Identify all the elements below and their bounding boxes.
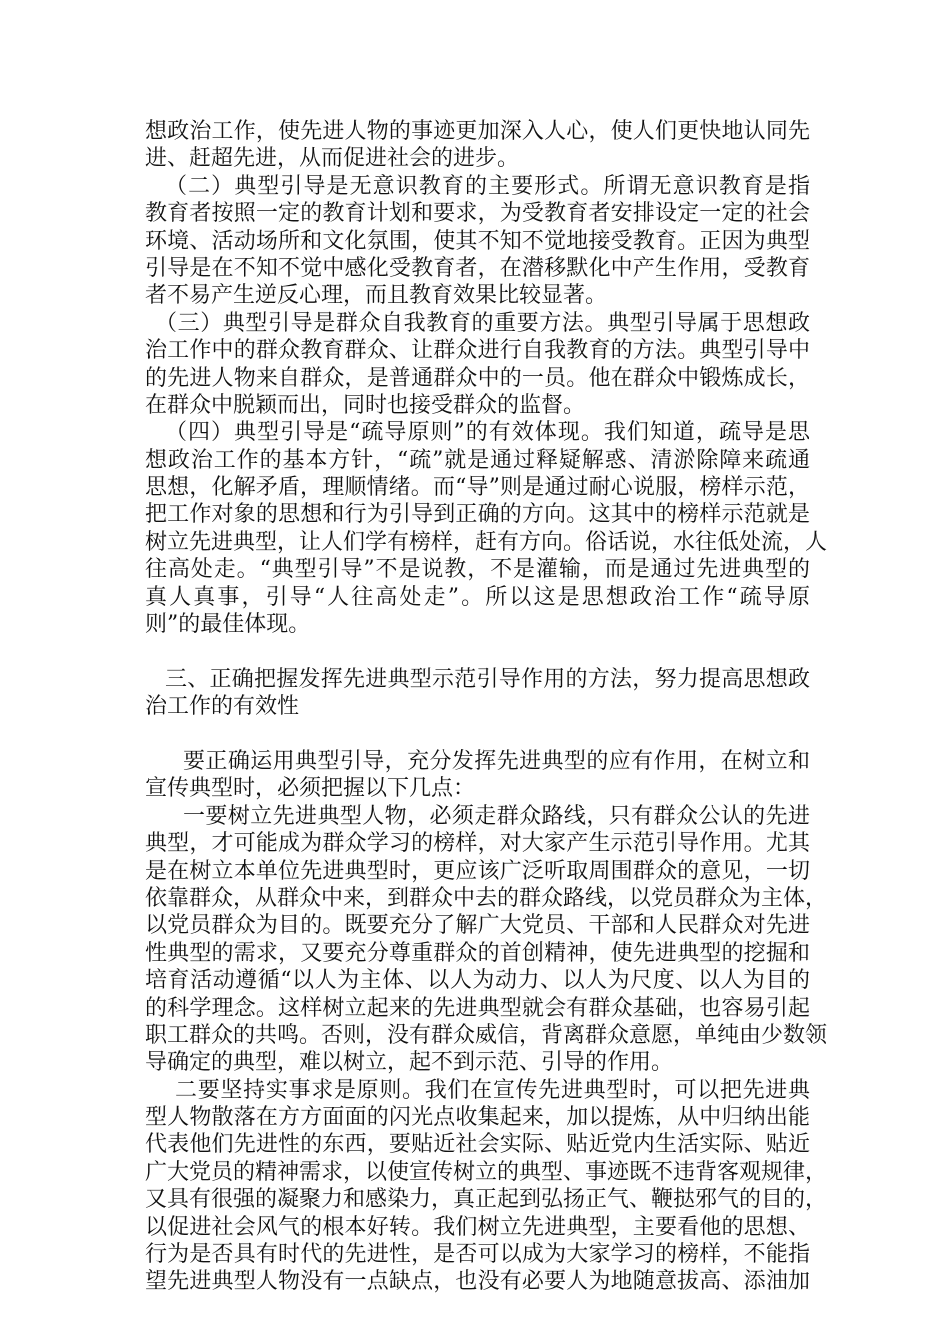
text-line: 思想，化解矛盾，理顺情绪。而“导”则是通过耐心说服，榜样示范，	[145, 475, 810, 501]
text-line: 的科学理念。这样树立起来的先进典型就会有群众基础，也容易引起	[145, 995, 810, 1021]
text-line: 以促进社会风气的根本好转。我们树立先进典型，主要看他的思想、	[145, 1214, 810, 1240]
text-line: 环境、活动场所和文化氛围，使其不知不觉地接受教育。正因为典型	[145, 228, 810, 254]
text-line: 典型，才可能成为群众学习的榜样，对大家产生示范引导作用。尤其	[145, 831, 810, 857]
text-line: 代表他们先进性的东西，要贴近社会实际、贴近党内生活实际、贴近	[145, 1132, 810, 1158]
text-line: 想政治工作的基本方针，“疏”就是通过释疑解惑、清淤除障来疏通	[145, 447, 810, 473]
document-page	[145, 118, 828, 1296]
text-line: 行为是否具有时代的先进性，是否可以成为大家学习的榜样，不能指	[145, 1242, 810, 1268]
text-line: 往高处走。“典型引导”不是说教，不是灌输，而是通过先进典型的	[145, 557, 810, 583]
text-line: 导确定的典型，难以树立，起不到示范、引导的作用。	[145, 1050, 674, 1076]
text-line: 把工作对象的思想和行为引导到正确的方向。这其中的榜样示范就是	[145, 502, 810, 528]
text-line: 职工群众的共鸣。否则，没有群众威信，背离群众意愿，单纯由少数领	[145, 1022, 828, 1048]
text-line: （三）典型引导是群众自我教育的重要方法。典型引导属于思想政	[155, 310, 810, 336]
text-line: 的先进人物来自群众，是普通群众中的一员。他在群众中锻炼成长，	[145, 365, 810, 391]
text-line: 三、正确把握发挥先进典型示范引导作用的方法，努力提高思想政	[165, 666, 810, 692]
text-line: 广大党员的精神需求，以使宣传树立的典型、事迹既不违背客观规律，	[145, 1159, 828, 1185]
text-line: 宣传典型时，必须把握以下几点：	[145, 776, 476, 802]
text-line: 想政治工作，使先进人物的事迹更加深入人心，使人们更快地认同先	[145, 119, 810, 144]
text-line: 在群众中脱颖而出，同时也接受群众的监督。	[145, 392, 586, 418]
text-line: 治工作中的群众教育群众、让群众进行自我教育的方法。典型引导中	[145, 338, 810, 364]
text-line: 望先进典型人物没有一点缺点，也没有必要人为地随意拔高、添油加	[145, 1269, 810, 1295]
paragraph-gap	[145, 638, 810, 665]
paragraph-gap	[145, 721, 810, 748]
text-line: 则”的最佳体现。	[145, 612, 311, 638]
text-line: 依靠群众，从群众中来，到群众中去的群众路线，以党员群众为主体，	[145, 885, 828, 911]
text-line: 者不易产生逆反心理，而且教育效果比较显著。	[145, 283, 608, 309]
text-line: 二要坚持实事求是原则。我们在宣传先进典型时，可以把先进典	[175, 1077, 810, 1103]
text-line: 又具有很强的凝聚力和感染力，真正起到弘扬正气、鞭挞邪气的目的，	[145, 1187, 828, 1213]
text-line: 治工作的有效性	[145, 694, 300, 720]
text-line: 教育者按照一定的教育计划和要求，为受教育者安排设定一定的社会	[145, 201, 810, 227]
text-line: 树立先进典型，让人们学有榜样，赶有方向。俗话说，水往低处流，人	[145, 529, 828, 555]
text-line: 性典型的需求，又要充分尊重群众的首创精神，使先进典型的挖掘和	[145, 940, 810, 966]
text-line: 以党员群众为目的。既要充分了解广大党员、干部和人民群众对先进	[145, 913, 810, 939]
text-line: 进、赶超先进，从而促进社会的进步。	[145, 146, 520, 172]
text-line: 是在树立本单位先进典型时，更应该广泛听取周围群众的意见，一切	[145, 858, 810, 884]
text-line: 培育活动遵循“以人为主体、以人为动力、以人为尺度、以人为目的	[145, 968, 810, 994]
text-line: 一要树立先进典型人物，必须走群众路线，只有群众公认的先进	[183, 803, 810, 829]
text-line: 真人真事，引导“人往高处走”。所以这是思想政治工作“疏导原	[145, 584, 810, 610]
text-line: （二）典型引导是无意识教育的主要形式。所谓无意识教育是指	[165, 173, 810, 199]
text-line: 要正确运用典型引导，充分发挥先进典型的应有作用，在树立和	[183, 748, 810, 774]
text-line: 型人物散落在方方面面的闪光点收集起来，加以提炼，从中归纳出能	[145, 1105, 810, 1131]
text-line: 引导是在不知不觉中感化受教育者，在潜移默化中产生作用，受教育	[145, 255, 810, 281]
text-line: （四）典型引导是“疏导原则”的有效体现。我们知道，疏导是思	[165, 420, 810, 446]
